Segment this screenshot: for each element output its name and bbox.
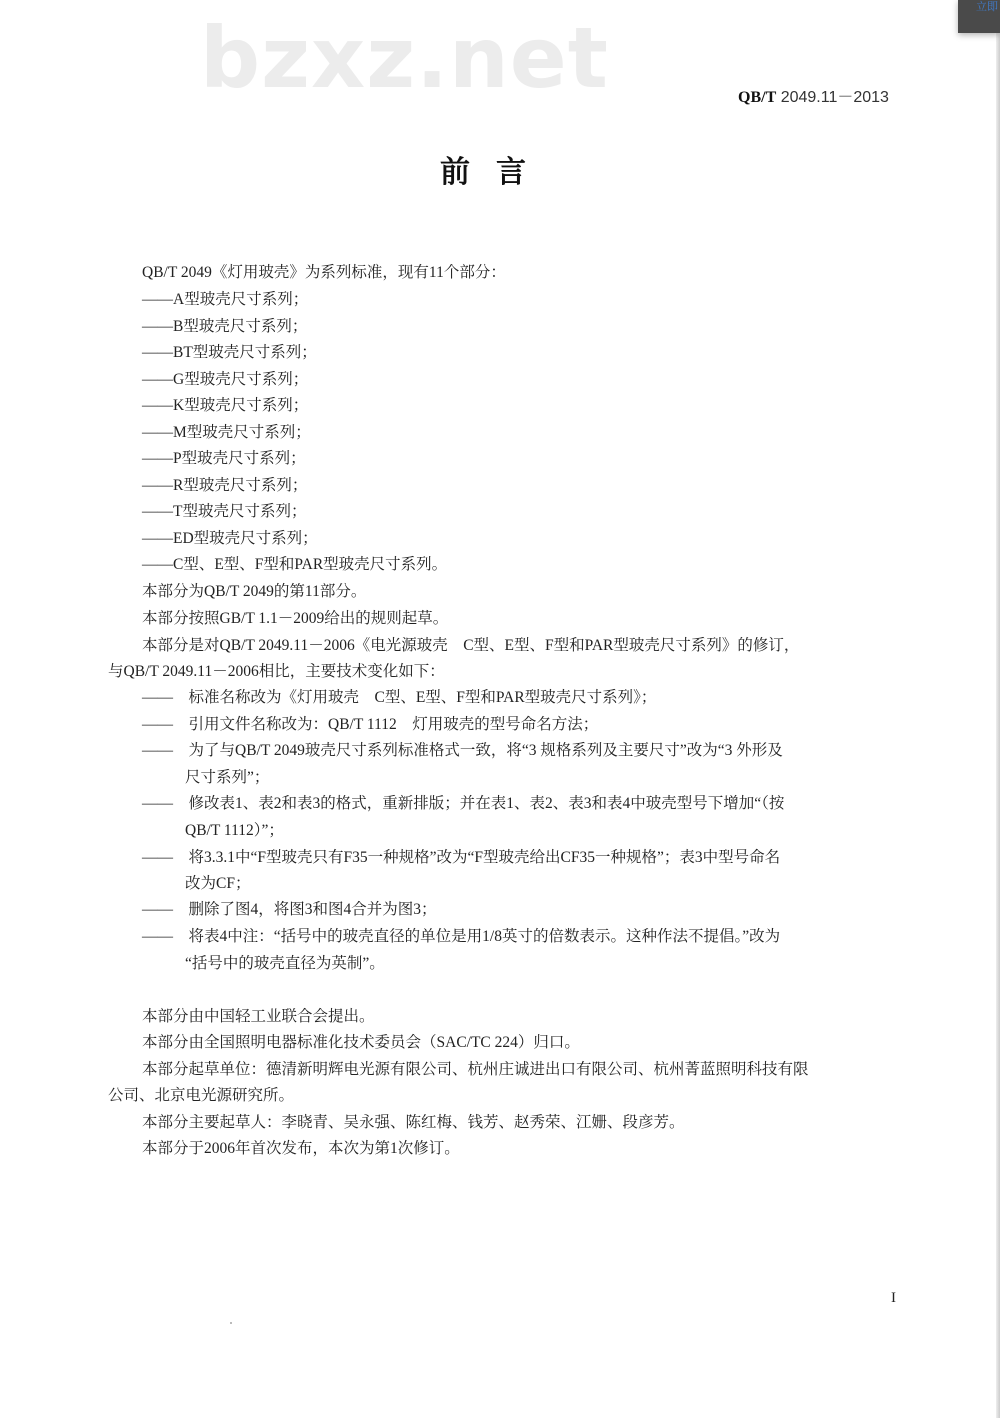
list-item: —— 修改表1、表2和表3的格式，重新排版；并在表1、表2、表3和表4中玻壳型号下增加“（按 xyxy=(142,795,785,812)
watermark: bzxz.net xyxy=(200,9,609,107)
paragraph-line: 尺寸系列”； xyxy=(185,769,270,786)
scan-speck xyxy=(230,1322,232,1324)
paragraph-line: “括号中的玻壳直径为英制”。 xyxy=(185,955,385,972)
paragraph-line: 本部分于2006年首次发布，本次为第1次修订。 xyxy=(142,1140,460,1157)
list-item: ——R型玻壳尺寸系列； xyxy=(142,477,308,494)
list-item: —— 删除了图4，将图3和图4合并为图3； xyxy=(142,901,437,918)
paragraph-line: 本部分起草单位：德清新明辉电光源有限公司、杭州庄诚进出口有限公司、杭州菁蓝照明科技有限 xyxy=(142,1061,809,1078)
list-item: ——P型玻壳尺寸系列； xyxy=(142,450,306,467)
paragraph-line: 与QB/T 2049.11－2006相比，主要技术变化如下： xyxy=(108,663,445,680)
list-item: —— 为了与QB/T 2049玻壳尺寸系列标准格式一致，将“3 规格系列及主要尺寸”改为“3 外形及 xyxy=(142,742,783,759)
page-title: 前言 xyxy=(440,156,552,189)
list-item: ——K型玻壳尺寸系列； xyxy=(142,397,309,414)
overlay-button-label: 立即 xyxy=(976,0,998,13)
list-item: ——M型玻壳尺寸系列； xyxy=(142,424,311,441)
list-item: ——B型玻壳尺寸系列； xyxy=(142,318,308,335)
std-prefix: QB/T xyxy=(738,89,777,106)
list-item: —— 引用文件名称改为：QB/T 1112 灯用玻壳的型号命名方法； xyxy=(142,716,599,733)
paragraph-line: 本部分为QB/T 2049的第11部分。 xyxy=(142,583,367,600)
list-item: ——T型玻壳尺寸系列； xyxy=(142,503,307,520)
list-item: —— 将表4中注：“括号中的玻壳直径的单位是用1/8英寸的倍数表示。这种作法不提倡。”改为 xyxy=(142,928,781,945)
paragraph-line: 本部分主要起草人：李晓青、吴永强、陈红梅、钱芳、赵秀荣、江姗、段彦芳。 xyxy=(142,1114,685,1131)
paragraph-line: 本部分由全国照明电器标准化技术委员会（SAC/TC 224）归口。 xyxy=(142,1034,580,1051)
list-item: ——G型玻壳尺寸系列； xyxy=(142,371,309,388)
list-item: ——C型、E型、F型和PAR型玻壳尺寸系列。 xyxy=(142,556,448,573)
standard-number-header xyxy=(738,88,889,108)
page-edge xyxy=(996,0,1000,1418)
paragraph-line: 改为CF； xyxy=(185,875,251,892)
std-number: 2049.11－2013 xyxy=(780,89,889,106)
list-item: ——BT型玻壳尺寸系列； xyxy=(142,344,317,361)
page-number: I xyxy=(891,1290,896,1306)
list-item: ——A型玻壳尺寸系列； xyxy=(142,291,309,308)
paragraph-line: 本部分是对QB/T 2049.11－2006《电光源玻壳 C型、E型、F型和PAR型玻壳尺寸系列》的修订， xyxy=(142,637,800,654)
list-item: —— 将3.3.1中“F型玻壳只有F35一种规格”改为“F型玻壳给出CF35一种规格”；表3中型号命名 xyxy=(142,849,781,866)
paragraph-line: 公司、北京电光源研究所。 xyxy=(108,1087,295,1104)
overlay-button[interactable] xyxy=(958,0,1000,33)
list-item: —— 标准名称改为《灯用玻壳 C型、E型、F型和PAR型玻壳尺寸系列》； xyxy=(142,689,657,706)
paragraph-line: QB/T 2049《灯用玻壳》为系列标准，现有11个部分： xyxy=(142,264,506,281)
paragraph-line: 本部分由中国轻工业联合会提出。 xyxy=(142,1008,375,1025)
paragraph-line: QB/T 1112）”； xyxy=(185,822,284,839)
list-item: ——ED型玻壳尺寸系列； xyxy=(142,530,318,547)
paragraph-line: 本部分按照GB/T 1.1－2009给出的规则起草。 xyxy=(142,610,449,627)
